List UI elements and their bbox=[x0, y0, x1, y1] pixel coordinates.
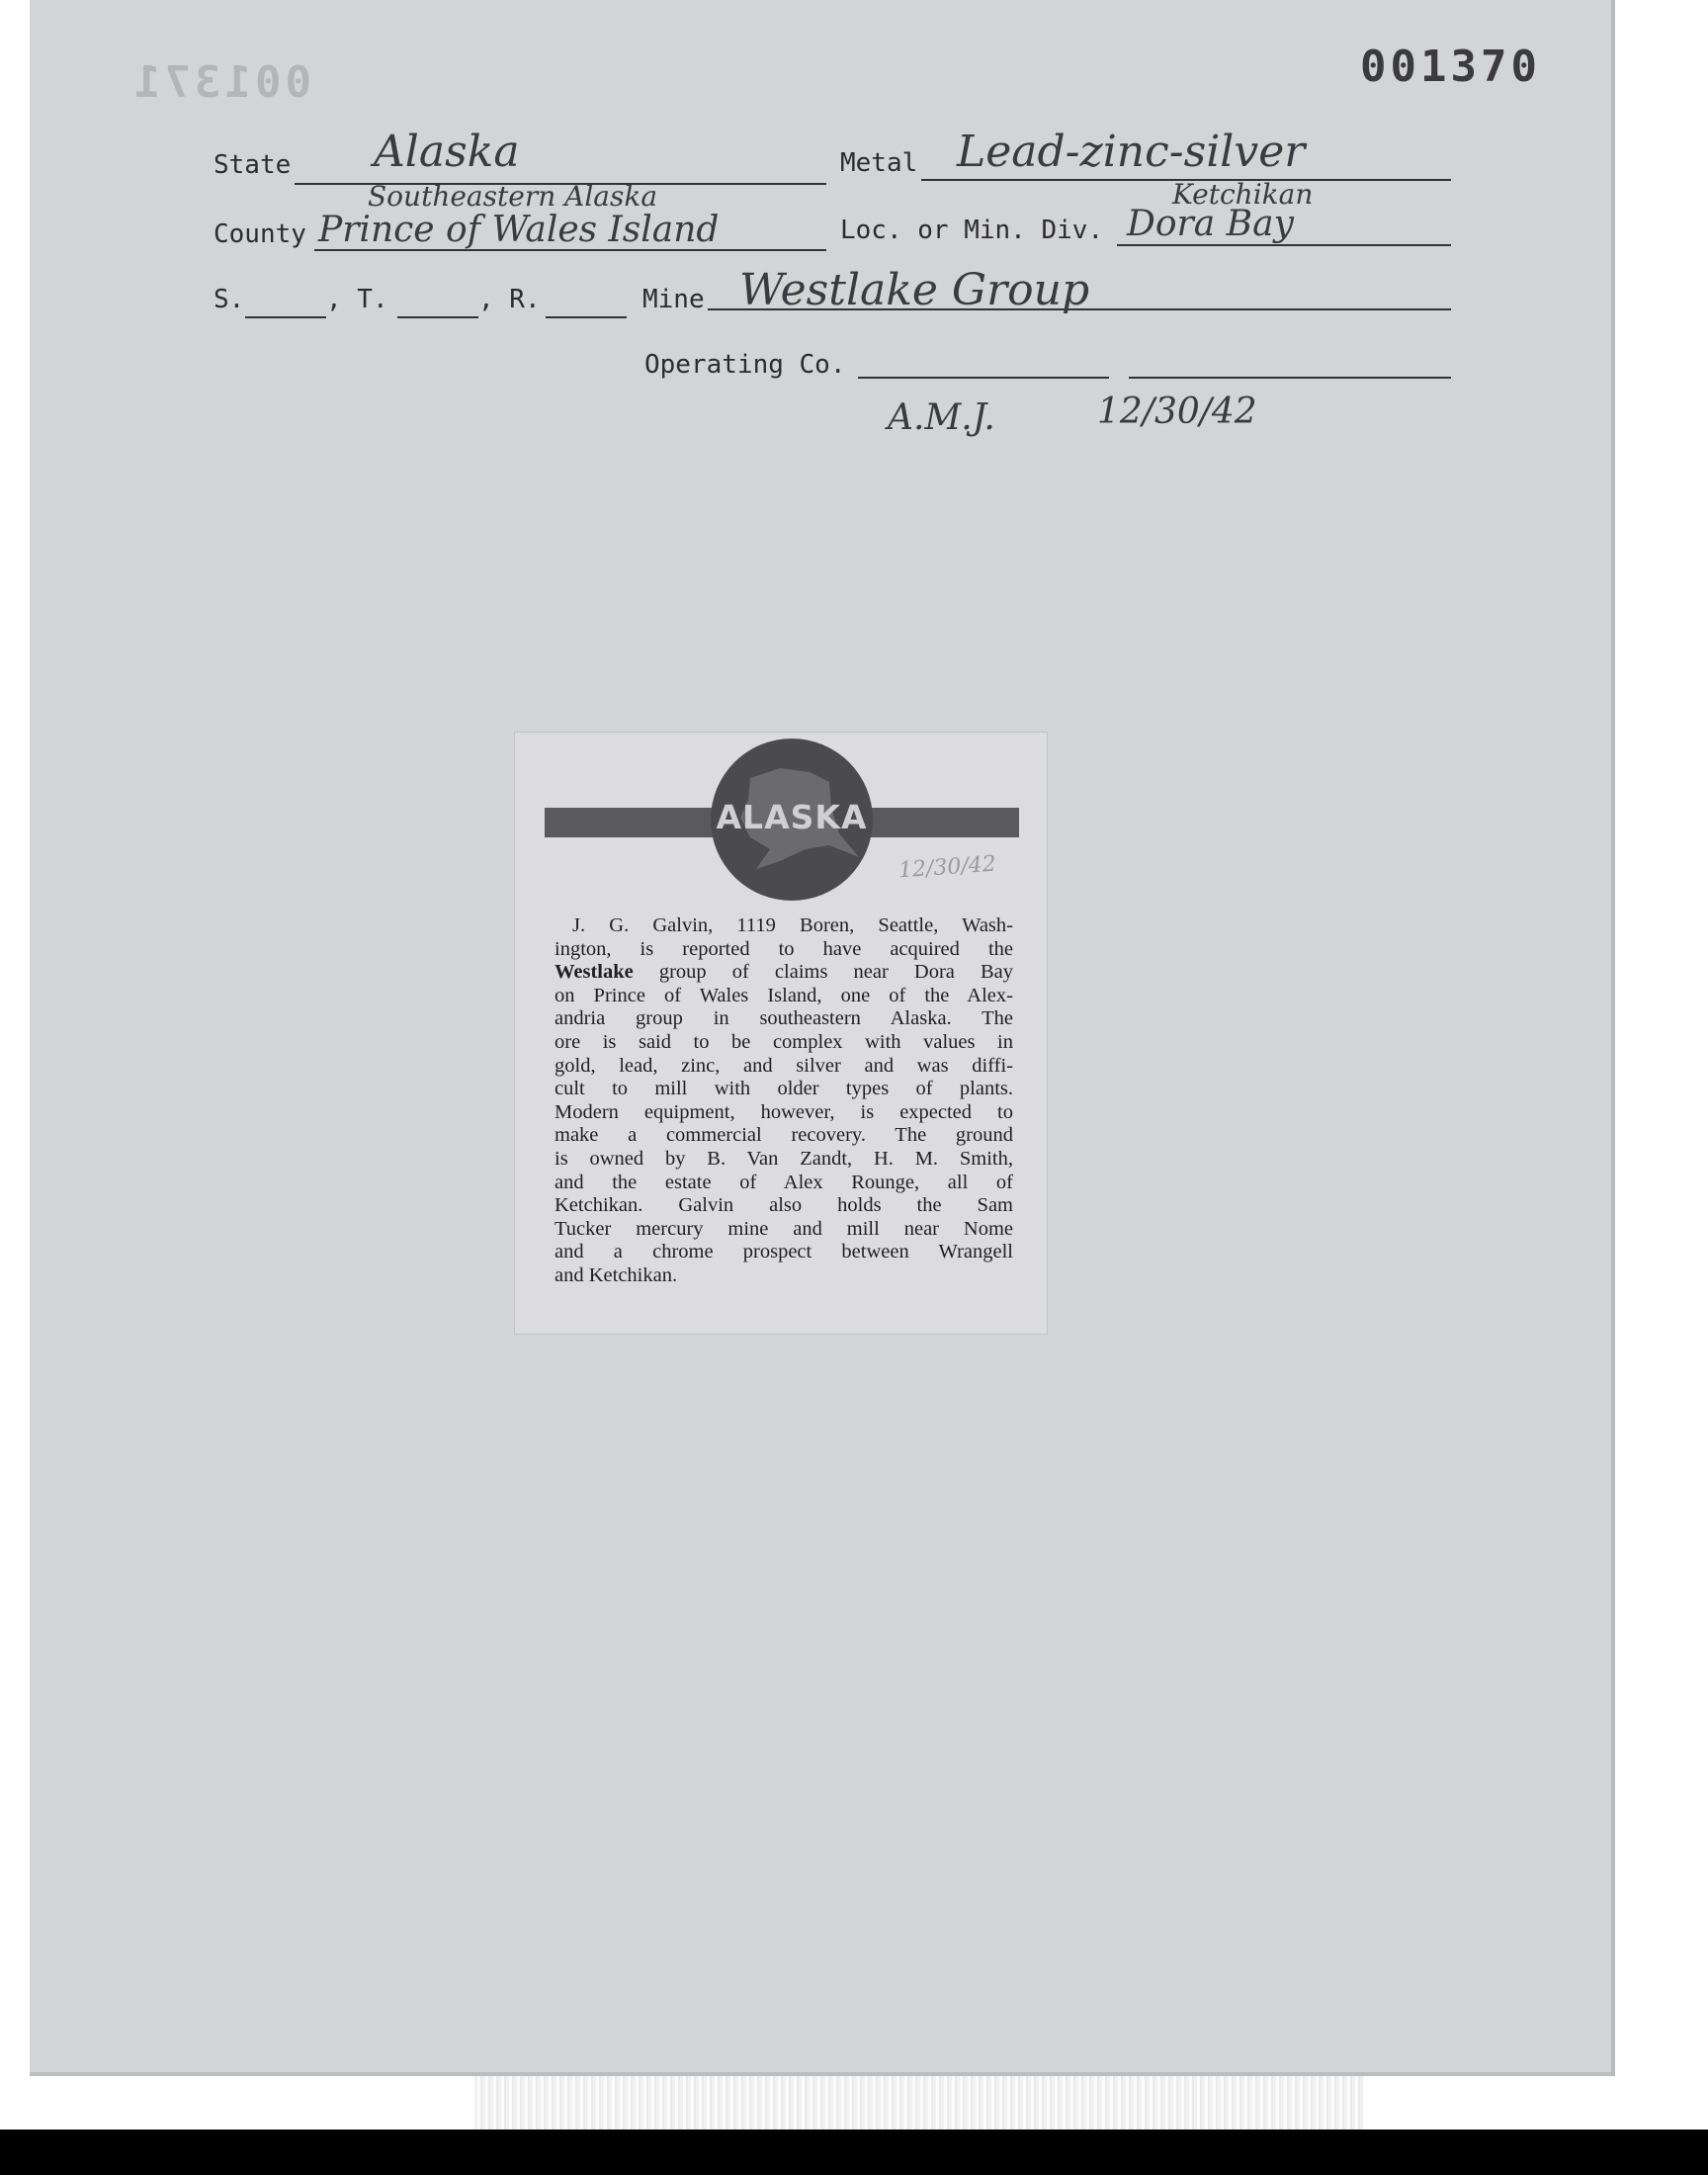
alaska-emblem bbox=[711, 739, 873, 901]
article-line: is owned by B. Van Zandt, H. M. Smith, bbox=[555, 1147, 1013, 1170]
article-line: make a commercial recovery. The ground bbox=[555, 1124, 1013, 1147]
county-note: Southeastern Alaska bbox=[368, 180, 658, 213]
county-value: Prince of Wales Island bbox=[318, 210, 720, 250]
news-clipping bbox=[514, 732, 1048, 1335]
township-label: , T. bbox=[326, 285, 388, 314]
article-line: on Prince of Wales Island, one of the Alex- bbox=[555, 984, 1013, 1006]
article-line-with-bold bbox=[555, 961, 1013, 985]
loc-value: Dora Bay bbox=[1127, 204, 1294, 244]
article-line-rest: group of claims near Dora Bay bbox=[658, 961, 1014, 984]
range-label: , R. bbox=[478, 285, 541, 314]
metal-label: Metal bbox=[840, 148, 918, 178]
emblem-text: ALASKA bbox=[716, 798, 868, 836]
operating-co-line-1 bbox=[858, 377, 1109, 379]
article-line: and a chrome prospect between Wrangell bbox=[555, 1241, 1013, 1263]
document-number: 001370 bbox=[1360, 42, 1541, 92]
entry-date: 12/30/42 bbox=[1097, 392, 1257, 432]
article-line: Ketchikan. Galvin also holds the Sam bbox=[555, 1194, 1013, 1217]
mine-label: Mine bbox=[642, 285, 705, 314]
loc-label: Loc. or Min. Div. bbox=[840, 216, 1104, 245]
loc-note: Ketchikan bbox=[1172, 178, 1314, 211]
article-line: and the estate of Alex Rounge, all of bbox=[555, 1171, 1013, 1193]
metal-value: Lead-zinc-silver bbox=[957, 127, 1306, 177]
article-line: Modern equipment, however, is expected to bbox=[555, 1100, 1013, 1123]
operating-co-label: Operating Co. bbox=[644, 350, 846, 380]
state-label: State bbox=[214, 150, 292, 180]
article-bold-word: Westlake bbox=[555, 961, 634, 984]
article-line: and Ketchikan. bbox=[555, 1263, 678, 1286]
bleed-through-number: 001371 bbox=[130, 57, 311, 108]
article-line: gold, lead, zinc, and silver and was diffi- bbox=[555, 1054, 1013, 1077]
article-line: ore is said to be complex with values in bbox=[555, 1030, 1013, 1053]
article-line: ington, is reported to have acquired the bbox=[555, 937, 1013, 960]
county-label: County bbox=[214, 219, 306, 249]
initials: A.M.J. bbox=[888, 397, 995, 438]
section-label: S. bbox=[214, 285, 245, 314]
scan-border bbox=[0, 2130, 1708, 2175]
clipping-handwritten-date: 12/30/42 bbox=[897, 851, 997, 884]
operating-co-line-2 bbox=[1129, 377, 1451, 379]
article-line: cult to mill with older types of plants. bbox=[555, 1078, 1013, 1100]
scan-artifact bbox=[474, 2076, 1364, 2130]
range-line bbox=[546, 316, 627, 318]
mine-value: Westlake Group bbox=[739, 265, 1090, 315]
clipping-article bbox=[555, 914, 1013, 1288]
loc-line bbox=[1117, 244, 1451, 246]
township-line bbox=[397, 316, 478, 318]
article-line: J. G. Galvin, 1119 Boren, Seattle, Wash- bbox=[572, 914, 1013, 936]
article-line: andria group in southeastern Alaska. The bbox=[555, 1007, 1013, 1030]
article-line: Tucker mercury mine and mill near Nome bbox=[555, 1217, 1013, 1240]
state-value: Alaska bbox=[374, 127, 520, 177]
section-line bbox=[245, 316, 326, 318]
